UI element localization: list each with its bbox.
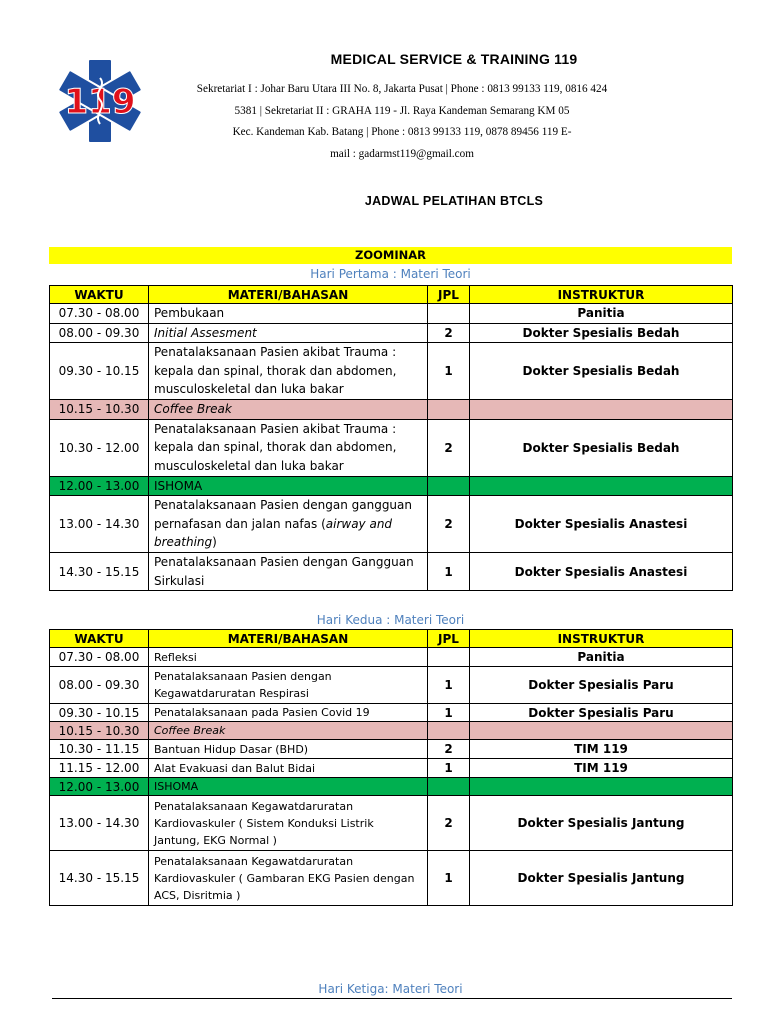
address-line: Kec. Kandeman Kab. Batang | Phone : 0813 99133 119, 0878 89456 119 E- (232, 126, 572, 138)
topic-cell: Pembukaan (149, 304, 428, 324)
time-cell: 14.30 - 15.15 (50, 553, 149, 591)
table-row (50, 553, 733, 591)
instructor-cell (470, 778, 733, 796)
jpl-cell (428, 304, 470, 324)
topic-italic-text: airway and breathing (154, 516, 393, 550)
time-cell: 09.30 - 10.15 (50, 343, 149, 400)
day2-heading: Hari Kedua : Materi Teori (316, 613, 465, 627)
table-row (50, 343, 733, 400)
time-cell: 07.30 - 08.00 (50, 304, 149, 324)
col-jpl-header: JPL (428, 286, 470, 304)
instructor-cell: TIM 119 (470, 740, 733, 759)
topic-cell: Refleksi (149, 648, 428, 667)
time-cell: 12.00 - 13.00 (50, 476, 149, 496)
col-instruktur-header: INSTRUKTUR (470, 630, 733, 648)
time-cell: 07.30 - 08.00 (50, 648, 149, 667)
page-divider (52, 998, 732, 999)
day3-heading: Hari Ketiga: Materi Teori (318, 982, 463, 996)
time-cell: 08.00 - 09.30 (50, 667, 149, 704)
address-line: 5381 | Sekretariat II : GRAHA 119 - Jl. Raya Kandeman Semarang KM 05 (234, 104, 570, 117)
table-row (50, 419, 733, 476)
instructor-cell (470, 400, 733, 420)
table-row (50, 323, 733, 343)
document-title: JADWAL PELATIHAN BTCLS (364, 194, 544, 208)
topic-cell: Penatalaksanaan Pasien dengan Kegawatdaruratan Respirasi (149, 667, 428, 704)
topic-text-end: ) (212, 535, 217, 550)
instructor-cell (470, 722, 733, 740)
instructor-cell (470, 476, 733, 496)
instructor-cell: Dokter Spesialis Paru (470, 667, 733, 704)
coffee-break-row (50, 722, 733, 740)
instructor-cell: Dokter Spesialis Jantung (470, 796, 733, 851)
jpl-cell: 1 (428, 704, 470, 722)
time-cell: 10.15 - 10.30 (50, 722, 149, 740)
instructor-cell: TIM 119 (470, 759, 733, 778)
table-row (50, 704, 733, 722)
instructor-cell: Dokter Spesialis Bedah (470, 343, 733, 400)
address-block (162, 79, 642, 165)
instructor-cell: Panitia (470, 304, 733, 324)
topic-cell: Penatalaksanaan pada Pasien Covid 19 (149, 704, 428, 722)
table-row (50, 304, 733, 324)
jpl-cell (428, 722, 470, 740)
topic-cell: Penatalaksanaan Pasien akibat Trauma : kepala dan spinal, thorak dan abdomen, musculoskeletal dan luka bakar (149, 343, 428, 400)
time-cell: 14.30 - 15.15 (50, 851, 149, 906)
instructor-cell: Dokter Spesialis Paru (470, 704, 733, 722)
instructor-cell: Dokter Spesialis Anastesi (470, 553, 733, 591)
table-row (50, 667, 733, 704)
col-instruktur-header: INSTRUKTUR (470, 286, 733, 304)
time-cell: 10.15 - 10.30 (50, 400, 149, 420)
topic-cell: Alat Evakuasi dan Balut Bidai (149, 759, 428, 778)
star-of-life-logo (55, 56, 145, 146)
instructor-cell: Dokter Spesialis Bedah (470, 419, 733, 476)
address-line: mail : gadarmst119@gmail.com (330, 147, 474, 160)
table-header-row (50, 630, 733, 648)
instructor-cell: Panitia (470, 648, 733, 667)
col-jpl-header: JPL (428, 630, 470, 648)
instructor-cell: Dokter Spesialis Jantung (470, 851, 733, 906)
topic-cell: ISHOMA (149, 778, 428, 796)
topic-cell: Initial Assesment (149, 323, 428, 343)
table-row (50, 796, 733, 851)
topic-cell: Penatalaksanaan Pasien dengan Gangguan Sirkulasi (149, 553, 428, 591)
time-cell: 09.30 - 10.15 (50, 704, 149, 722)
jpl-cell: 1 (428, 759, 470, 778)
table-row (50, 740, 733, 759)
topic-cell (149, 496, 428, 553)
instructor-cell: Dokter Spesialis Anastesi (470, 496, 733, 553)
topic-cell: Penatalaksanaan Kegawatdaruratan Kardiovaskuler ( Sistem Konduksi Listrik Jantung, EKG Normal ) (149, 796, 428, 851)
time-cell: 10.30 - 11.15 (50, 740, 149, 759)
jpl-cell: 1 (428, 343, 470, 400)
time-cell: 13.00 - 14.30 (50, 796, 149, 851)
star-of-life-icon (55, 56, 145, 146)
topic-cell: Coffee Break (149, 400, 428, 420)
time-cell: 11.15 - 12.00 (50, 759, 149, 778)
time-cell: 12.00 - 13.00 (50, 778, 149, 796)
jpl-cell: 2 (428, 323, 470, 343)
col-materi-header: MATERI/BAHASAN (149, 286, 428, 304)
topic-cell: ISHOMA (149, 476, 428, 496)
topic-cell: Bantuan Hidup Dasar (BHD) (149, 740, 428, 759)
col-waktu-header: WAKTU (50, 630, 149, 648)
time-cell: 10.30 - 12.00 (50, 419, 149, 476)
topic-cell: Penatalaksanaan Kegawatdaruratan Kardiovaskuler ( Gambaran EKG Pasien dengan ACS, Disritmia ) (149, 851, 428, 906)
zoominar-banner: ZOOMINAR (49, 247, 732, 264)
col-waktu-header: WAKTU (50, 286, 149, 304)
org-name: MEDICAL SERVICE & TRAINING 119 (330, 51, 578, 67)
table-row (50, 496, 733, 553)
ishoma-row (50, 778, 733, 796)
jpl-cell (428, 648, 470, 667)
day2-schedule-table (49, 629, 733, 906)
jpl-cell (428, 476, 470, 496)
topic-cell: Coffee Break (149, 722, 428, 740)
col-materi-header: MATERI/BAHASAN (149, 630, 428, 648)
topic-text: Penatalaksanaan Pasien dengan gangguan pernafasan dan jalan nafas ( (154, 498, 412, 531)
instructor-cell: Dokter Spesialis Bedah (470, 323, 733, 343)
jpl-cell (428, 400, 470, 420)
ishoma-row (50, 476, 733, 496)
jpl-cell: 1 (428, 553, 470, 591)
coffee-break-row (50, 400, 733, 420)
day1-schedule-table (49, 285, 733, 591)
jpl-cell: 1 (428, 667, 470, 704)
time-cell: 08.00 - 09.30 (50, 323, 149, 343)
table-row (50, 759, 733, 778)
jpl-cell: 2 (428, 796, 470, 851)
logo-number: 119 (64, 82, 136, 122)
table-row (50, 851, 733, 906)
time-cell: 13.00 - 14.30 (50, 496, 149, 553)
day1-heading: Hari Pertama : Materi Teori (310, 267, 471, 281)
topic-cell: Penatalaksanaan Pasien akibat Trauma : kepala dan spinal, thorak dan abdomen, musculoskeletal dan luka bakar (149, 419, 428, 476)
address-line: Sekretariat I : Johar Baru Utara III No. 8, Jakarta Pusat | Phone : 0813 99133 119, 0816 424 (196, 83, 608, 95)
table-row (50, 648, 733, 667)
table-header-row (50, 286, 733, 304)
jpl-cell: 2 (428, 740, 470, 759)
jpl-cell (428, 778, 470, 796)
jpl-cell: 1 (428, 851, 470, 906)
jpl-cell: 2 (428, 419, 470, 476)
jpl-cell: 2 (428, 496, 470, 553)
